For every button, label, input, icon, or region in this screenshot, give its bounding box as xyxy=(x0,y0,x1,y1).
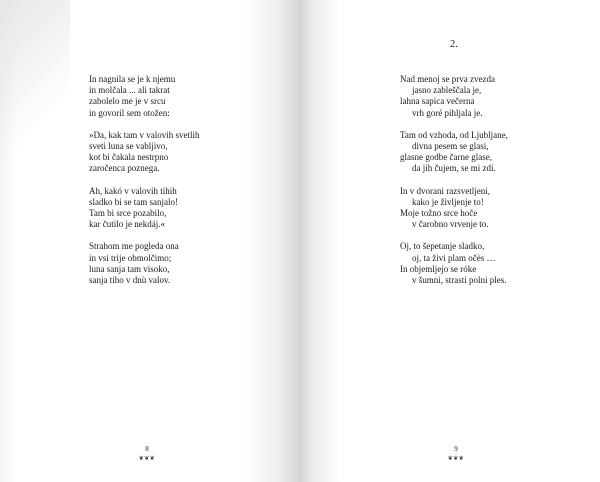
poem-line: sanja tiho v dnù valov. xyxy=(89,275,171,286)
stanza xyxy=(400,186,508,231)
stanza xyxy=(89,74,199,119)
poem-line: Oj, to šepetanje sladko, xyxy=(400,241,485,252)
stanza xyxy=(89,186,199,231)
poem-line: Moje tožno srce hoče xyxy=(400,208,478,219)
page-number-left: 8 xyxy=(145,445,149,453)
poem-line: vrh goré pihljala je. xyxy=(412,107,483,118)
stanza xyxy=(400,130,508,175)
right-page-poem xyxy=(400,74,508,297)
poem-line: da jih čujem, se mi zdí. xyxy=(412,163,496,174)
stanza xyxy=(89,130,199,175)
stanza xyxy=(89,241,199,286)
poem-line: In objemljejo se róke xyxy=(400,263,477,274)
poem-line: lahna sapica večerna xyxy=(400,96,475,107)
poem-line: luna sanja tam visoko, xyxy=(89,263,170,274)
poem-line: »Da, kak tam v valovih svetlih xyxy=(89,129,200,140)
poem-line: in govoril sem otožen: xyxy=(89,107,170,118)
poem-line: Ah, kakó v valovih tihih xyxy=(89,185,177,196)
page-number-right: 9 xyxy=(454,445,458,453)
poem-line: oj, ta živi plam očès … xyxy=(412,252,496,263)
poem-line: Tam bi srce pozabilo, xyxy=(89,208,167,219)
poem-line: divna pesem se glasi, xyxy=(412,141,489,152)
poem-line: jasno zableščala je, xyxy=(412,85,482,96)
stanza xyxy=(400,74,508,119)
poem-line: v šumni, strasti polni ples. xyxy=(412,275,507,286)
poem-line: zabolelo me je v srcu xyxy=(89,96,166,107)
poem-line: kot bi čakala nestrpno xyxy=(89,152,169,163)
poem-line: glasne godbe čarne glase, xyxy=(400,152,492,163)
stanza xyxy=(400,241,508,286)
poem-line: in molčala ... ali takrat xyxy=(89,85,170,96)
poem-number: 2. xyxy=(450,39,458,50)
ornament-icon: ❦❦❦ xyxy=(447,456,465,462)
poem-line: Tam od vzhoda, od Ljubljane, xyxy=(400,129,508,140)
poem-line: Strahom me pogleda ona xyxy=(89,241,179,252)
poem-line: In v dvorani razsvetljeni, xyxy=(400,185,490,196)
poem-line: Nad menoj se prva zvezda xyxy=(400,74,495,84)
poem-line: kako je življenje to! xyxy=(412,196,484,207)
page-shadow xyxy=(0,0,70,170)
poem-line: sladko bi se tam sanjalo! xyxy=(89,196,178,207)
poem-line: zaročenca poznega. xyxy=(89,163,160,174)
poem-line: kar čutilo je nekdáj.« xyxy=(89,219,165,230)
left-page-poem xyxy=(89,74,199,297)
poem-line: v čarobno vrvenje to. xyxy=(412,219,489,230)
ornament-icon: ❦❦❦ xyxy=(138,456,156,462)
poem-line: In nagnila se je k njemu xyxy=(89,74,176,84)
poem-line: sveti luna se vabljivo, xyxy=(89,141,168,152)
poem-line: in vsi trije obmolčimo; xyxy=(89,252,172,263)
